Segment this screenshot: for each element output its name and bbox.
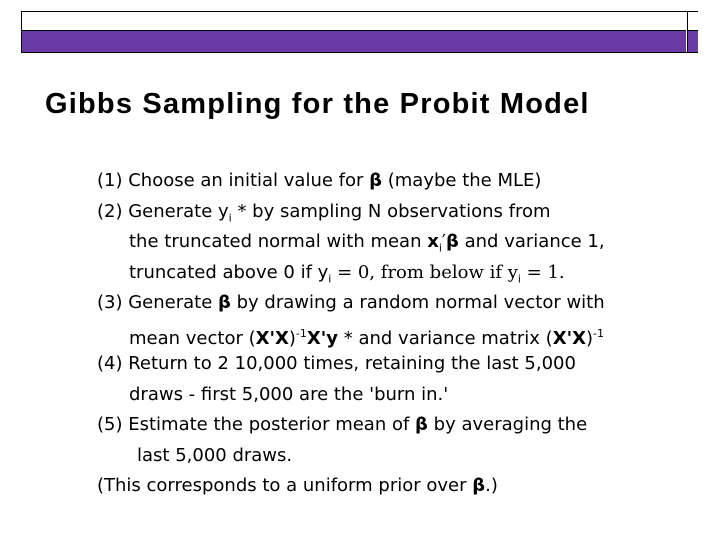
step-3-cont: mean vector $(X'X)^{-1}X'y$ * and variance matrix $(X'X)^{-1}$ xyxy=(129,326,604,349)
step-1: (1) Choose an initial value for β (maybe the MLE) xyxy=(97,170,542,191)
step-5: (5) Estimate the posterior mean of β by averaging the xyxy=(97,414,588,435)
step-3: (3) Generate β by drawing a random normal vector with xyxy=(97,292,605,313)
step-2-cont-2: truncated above 0 if $y_i = 0$, from below if $y_i = 1$. xyxy=(129,261,565,286)
header-top-strip xyxy=(22,12,686,31)
slide-title: Gibbs Sampling for the Probit Model xyxy=(45,88,590,120)
slide-body xyxy=(97,166,657,502)
note: (This corresponds to a uniform prior over β.) xyxy=(97,475,498,496)
step-2-cont-1: the truncated normal with mean $x_i'\beta$ and variance 1, xyxy=(129,231,605,255)
step-4-cont: draws - first 5,000 are the 'burn in.' xyxy=(129,383,449,405)
step-5-cont: last 5,000 draws. xyxy=(137,444,293,466)
slide-number: Part 25: Bayesian [34/58] xyxy=(532,53,672,67)
header-bar xyxy=(21,11,698,67)
header-side-block xyxy=(687,12,698,52)
header-band xyxy=(22,31,686,67)
step-4: (4) Return to 2 10,000 times, retaining the last 5,000 xyxy=(97,353,576,374)
step-2: (2) Generate $y_i$ * by sampling N observations from xyxy=(97,200,551,225)
